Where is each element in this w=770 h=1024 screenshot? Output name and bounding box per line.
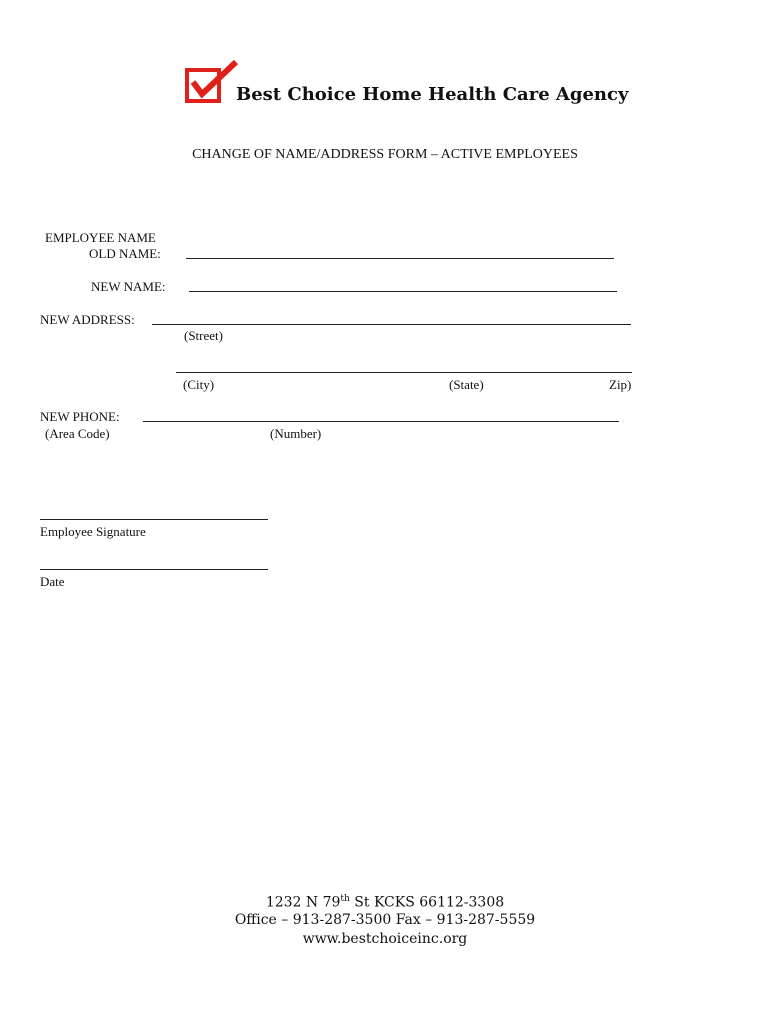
footer-address-sup: th <box>340 894 350 904</box>
footer-contact: Office – 913-287-3500 Fax – 913-287-5559 <box>234 912 536 928</box>
phone-field[interactable] <box>143 421 619 422</box>
new-address-label: NEW ADDRESS: <box>40 312 135 327</box>
footer-address <box>0 894 770 911</box>
signature-caption: Employee Signature <box>40 524 146 539</box>
state-caption: (State) <box>449 377 484 392</box>
city-caption: (City) <box>183 377 215 392</box>
date-field[interactable] <box>40 569 268 570</box>
agency-name: Best Choice Home Health Care Agency <box>236 84 629 105</box>
city-state-zip-field[interactable] <box>176 372 632 373</box>
form-title: CHANGE OF NAME/ADDRESS FORM – ACTIVE EMPLOYEES <box>192 147 578 162</box>
footer-address-pre: 1232 N 79 <box>265 894 341 911</box>
new-phone-label: NEW PHONE: <box>40 409 120 424</box>
zip-caption: Zip) <box>609 377 632 392</box>
street-caption: (Street) <box>184 328 223 343</box>
area-code-caption: (Area Code) <box>45 426 110 441</box>
old-name-label: OLD NAME: <box>89 246 161 261</box>
footer-address-post: St KCKS 66112-3308 <box>349 894 505 911</box>
agency-logo <box>184 60 238 104</box>
number-caption: (Number) <box>270 426 322 441</box>
checkbox-check-icon <box>184 60 238 104</box>
footer-website[interactable]: www.bestchoiceinc.org <box>302 931 468 947</box>
employee-name-label: EMPLOYEE NAME <box>45 230 156 245</box>
street-field[interactable] <box>152 324 631 325</box>
signature-field[interactable] <box>40 519 268 520</box>
new-name-label: NEW NAME: <box>91 279 166 294</box>
old-name-field[interactable] <box>186 258 614 259</box>
new-name-field[interactable] <box>189 291 617 292</box>
date-caption: Date <box>40 574 65 589</box>
